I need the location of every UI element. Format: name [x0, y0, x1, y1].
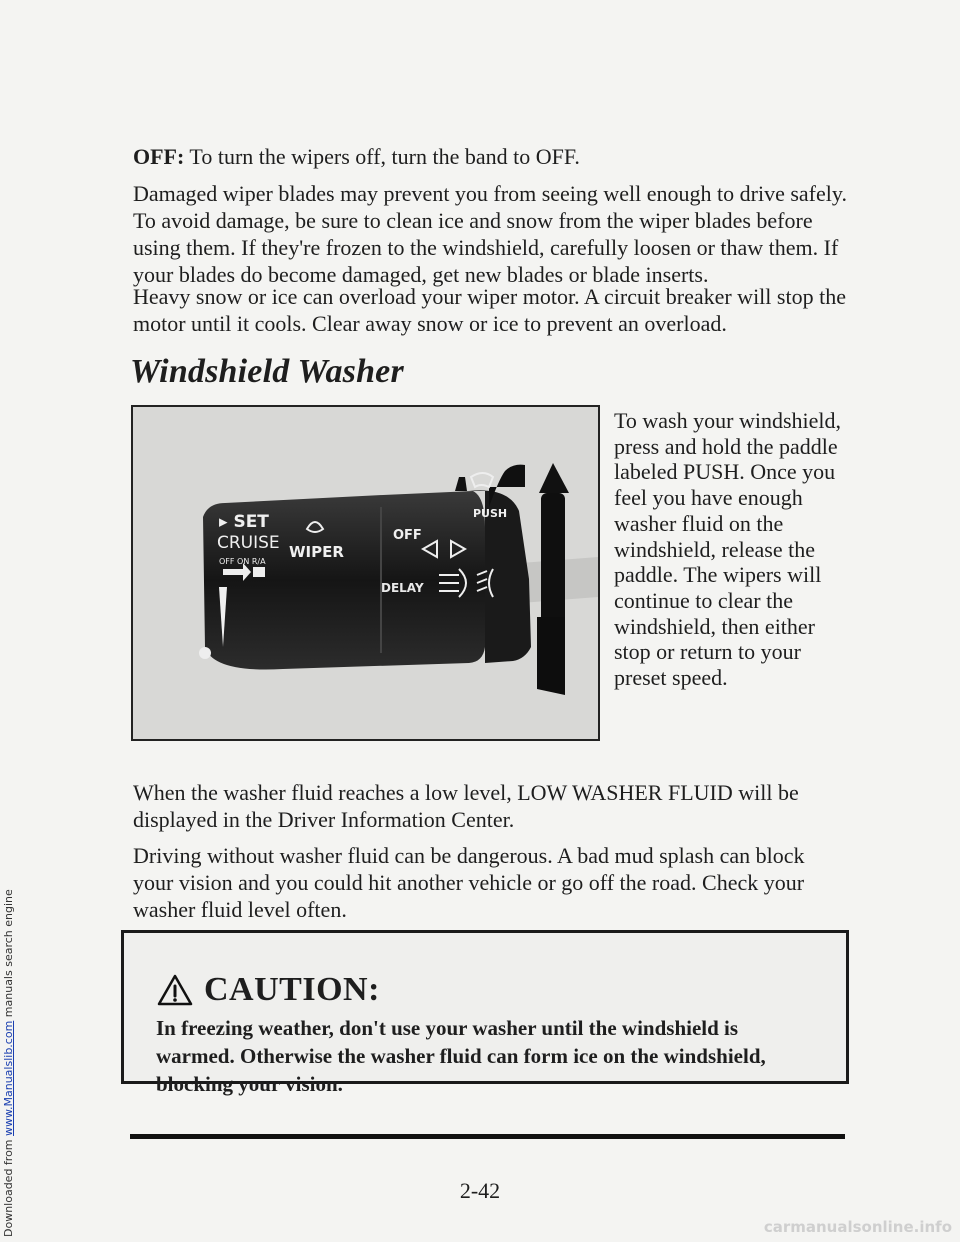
delay-label: DELAY	[381, 581, 424, 595]
off-paragraph: OFF: To turn the wipers off, turn the band to OFF.	[133, 144, 580, 169]
lever-illustration	[133, 407, 598, 739]
caution-heading	[156, 971, 380, 1009]
turn-signal-lever-figure	[131, 405, 600, 741]
heavy-snow-paragraph: Heavy snow or ice can overload your wiper motor. A circuit breaker will stop the motor until it cools. Clear away snow or ice to prevent an overload.	[133, 284, 846, 336]
off-position-label: OFF	[393, 528, 422, 543]
driving-without-fluid-paragraph: Driving without washer fluid can be dangerous. A bad mud splash can block your vision and you could hit another vehicle or go off the road. Check your washer fluid level often.	[133, 843, 805, 922]
washer-instructions: To wash your windshield, press and hold the paddle labeled PUSH. Once you feel you have enough washer fluid on the windshield, release the paddle. The wipers will continue to clear the windshield, then either stop or return to your preset speed.	[614, 408, 841, 691]
section-title: Windshield Washer	[130, 353, 404, 390]
wiper-label: WIPER	[289, 543, 344, 561]
download-banner-text: Downloaded from www.Manualslib.com manuals search engine	[2, 889, 15, 1237]
bottom-rule	[130, 1134, 845, 1139]
caution-title: CAUTION:	[204, 971, 380, 1008]
low-fluid-paragraph: When the washer fluid reaches a low level, LOW WASHER FLUID will be displayed in the Driver Information Center.	[133, 780, 799, 832]
set-label: ▸ SET	[219, 512, 269, 532]
cruise-label: CRUISE	[217, 533, 280, 553]
manualslib-link[interactable]: www.Manualslib.com	[2, 1020, 15, 1136]
caution-box	[121, 930, 849, 1096]
onoff-label: OFF ON R/A	[219, 557, 266, 566]
off-label: OFF:	[133, 144, 185, 169]
footer-brand: carmanualsonline.info	[763, 1218, 952, 1236]
push-label: PUSH	[473, 507, 508, 520]
page-number: 2-42	[459, 1178, 501, 1203]
caution-body: In freezing weather, don't use your washer until the windshield is warmed. Otherwise the washer fluid can form ice on the windshield, blocking your vision.	[156, 1016, 766, 1096]
download-banner	[0, 0, 15, 1242]
damaged-blades-paragraph: Damaged wiper blades may prevent you from seeing well enough to drive safely. To avoid damage, be sure to clean ice and snow from the wiper blades before using them. If they're frozen to the windshield, carefully loosen or thaw them. If your blades do become damaged, get new blades or blade inserts.	[133, 181, 847, 287]
warning-triangle-icon	[156, 973, 194, 1007]
